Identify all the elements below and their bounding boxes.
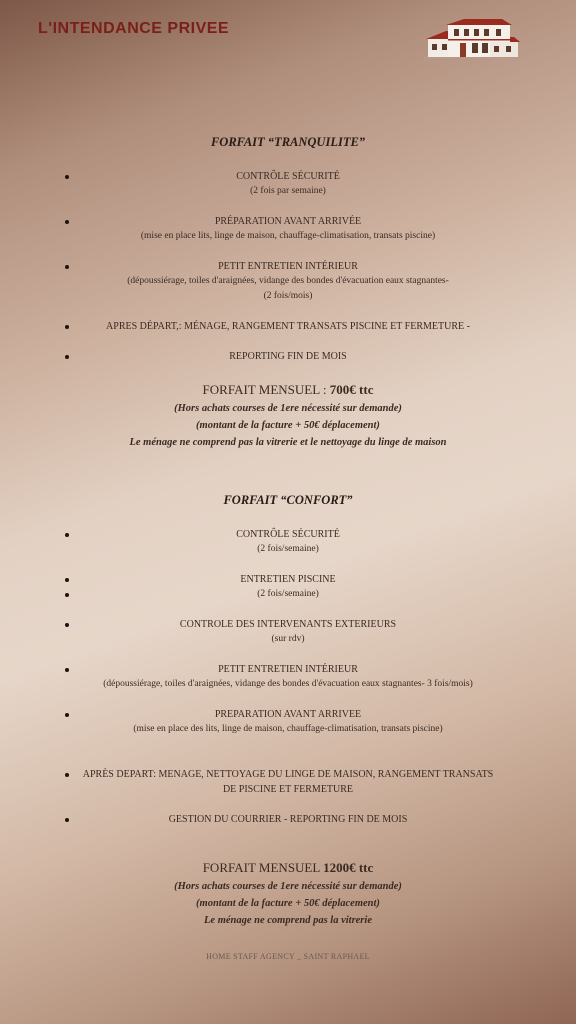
pack2-item-7	[0, 812, 576, 827]
item-label: PETIT ENTRETIEN INTÉRIEUR	[218, 261, 358, 272]
item-label: PRÉPARATION AVANT ARRIVÉE	[214, 216, 362, 227]
item-label: CONTROLE DES INTERVENANTS EXTERIEURS	[179, 619, 397, 630]
villa-logo	[424, 17, 520, 59]
note-cleaning-exclusion: Le ménage ne comprend pas la vitrerie	[204, 915, 372, 926]
pack1-item-4	[0, 319, 576, 334]
pack1-price	[0, 382, 576, 398]
price-label: FORFAIT MENSUEL :	[202, 382, 330, 397]
pack2-item-2	[0, 572, 576, 602]
item-label: PETIT ENTRETIEN INTÉRIEUR	[218, 664, 358, 675]
pack1-title: FORFAIT “TRANQUILITE”	[210, 135, 366, 149]
brand-name: L'INTENDANCE PRIVEE	[38, 20, 230, 37]
pack1-notes	[0, 400, 576, 451]
pack2-item-1	[0, 527, 576, 557]
item-detail-frequency: (2 fois/mois)	[263, 291, 313, 301]
item-detail: (2 fois/semaine)	[257, 544, 319, 554]
item-label: APRÈS DEPART: MENAGE, NETTOYAGE DU LINGE DE MAISON, RANGEMENT TRANSATS	[82, 769, 494, 780]
pack2-title: FORFAIT “CONFORT”	[223, 493, 353, 507]
pack1-item-1	[0, 169, 576, 199]
item-detail: (2 fois/semaine)	[257, 589, 319, 599]
item-label: APRES DÉPART,: MÉNAGE, RANGEMENT TRANSATS PISCINE ET FERMETURE -	[106, 321, 470, 332]
price-value: 700€ ttc	[329, 382, 374, 397]
item-detail: (dépoussiérage, toiles d'araignées, vidange des bondes d'évacuation eaux stagnantes-	[127, 276, 449, 286]
item-label: CONTRÔLE SÉCURITÉ	[236, 529, 340, 540]
note-purchases: (Hors achats courses de 1ere nécessité sur demande)	[174, 403, 402, 414]
item-label-continued: DE PISCINE ET FERMETURE	[222, 784, 354, 795]
note-purchases: (Hors achats courses de 1ere nécessité sur demande)	[174, 881, 402, 892]
pack2-item-5	[0, 707, 576, 737]
pack2-item-4	[0, 662, 576, 692]
pack1-item-5	[0, 349, 576, 364]
item-detail: (2 fois par semaine)	[250, 186, 326, 196]
pack2-price	[0, 860, 576, 876]
item-label: ENTRETIEN PISCINE	[240, 574, 336, 585]
pack1-item-3	[0, 259, 576, 304]
pack2-item-6	[0, 767, 576, 797]
item-detail: (mise en place lits, linge de maison, chauffage-climatisation, transats piscine)	[140, 231, 436, 241]
note-cleaning-exclusion: Le ménage ne comprend pas la vitrerie et le nettoyage du linge de maison	[129, 437, 447, 448]
item-label: CONTRÔLE SÉCURITÉ	[236, 171, 340, 182]
note-travel-fee: (montant de la facture + 50€ déplacement)	[196, 898, 380, 909]
item-detail: (mise en place des lits, linge de maison, chauffage-climatisation, transats piscine)	[133, 724, 443, 734]
item-label: PREPARATION AVANT ARRIVEE	[214, 709, 362, 720]
pack2-item-3	[0, 617, 576, 647]
item-label: GESTION DU COURRIER - REPORTING FIN DE MOIS	[168, 814, 408, 825]
footer-agency: HOME STAFF AGENCY _ SAINT RAPHAEL	[206, 952, 370, 961]
item-label: REPORTING FIN DE MOIS	[229, 351, 347, 362]
item-detail: (sur rdv)	[271, 634, 305, 644]
price-value: 1200€ ttc	[323, 860, 374, 875]
note-travel-fee: (montant de la facture + 50€ déplacement)	[196, 420, 380, 431]
pack2-notes	[0, 878, 576, 929]
item-detail: (dépoussiérage, toiles d'araignées, vidange des bondes d'évacuation eaux stagnantes- 3 fois/mois)	[103, 679, 473, 689]
price-label: FORFAIT MENSUEL	[202, 860, 324, 875]
pack1-item-2	[0, 214, 576, 244]
